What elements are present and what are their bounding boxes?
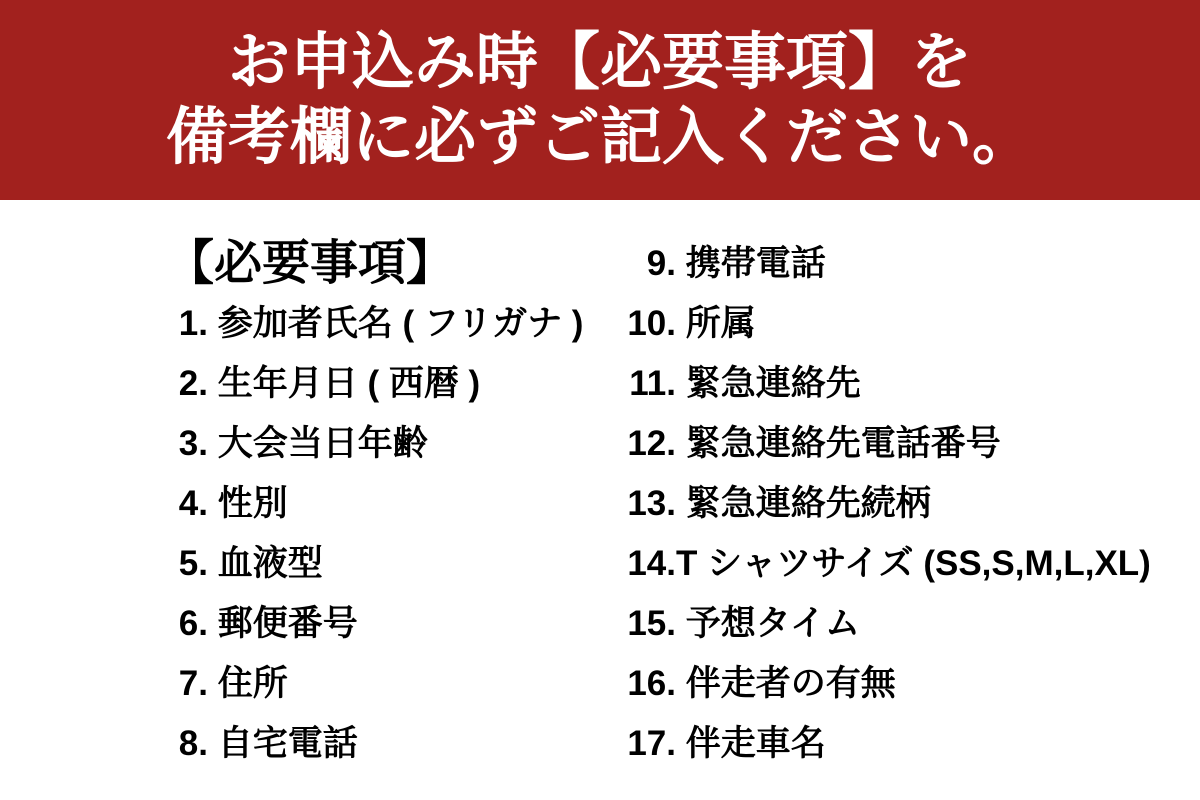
list-item (620, 714, 1200, 774)
item-label: 性別 (208, 484, 288, 523)
right-item-list (620, 234, 1200, 774)
header-line-2: 備考欄に必ずご記入ください。 (165, 103, 1034, 172)
item-label: 予想タイム (676, 604, 861, 643)
section-heading: 【必要事項】 (166, 237, 455, 290)
list-item (166, 474, 620, 534)
list-item (166, 414, 620, 474)
left-column (166, 234, 620, 774)
list-item (166, 654, 620, 714)
item-label: 生年月日 ( 西暦 ) (208, 364, 481, 403)
item-number: 17. (627, 724, 676, 763)
item-label: 緊急連絡先 (676, 364, 861, 403)
item-label: 自宅電話 (208, 724, 358, 763)
item-label: 所属 (676, 304, 756, 343)
item-number: 16. (627, 664, 676, 703)
item-number: 11. (629, 364, 676, 403)
item-number: 6. (178, 604, 208, 643)
item-number: 2. (178, 364, 208, 403)
list-item (620, 294, 1200, 354)
required-items-section (0, 200, 1200, 774)
item-number: 13. (627, 484, 676, 523)
item-label: 大会当日年齢 (208, 424, 428, 463)
item-label: 緊急連絡先電話番号 (676, 424, 1001, 463)
item-label: T シャツサイズ (SS,S,M,L,XL) (676, 544, 1151, 583)
item-number: 9. (646, 244, 676, 283)
list-item (166, 294, 620, 354)
item-number: 4. (178, 484, 208, 523)
right-column (620, 234, 1200, 774)
item-number: 1. (178, 304, 208, 343)
item-number: 14. (627, 544, 676, 583)
list-item (620, 534, 1200, 594)
list-item (620, 414, 1200, 474)
item-number: 15. (627, 604, 676, 643)
list-item (620, 594, 1200, 654)
header-line-1: お申込み時【必要事項】を (227, 28, 972, 97)
list-item (620, 654, 1200, 714)
item-number: 10. (627, 304, 676, 343)
list-item (166, 534, 620, 594)
list-item (166, 594, 620, 654)
item-label: 血液型 (208, 544, 323, 583)
header-band (0, 0, 1200, 200)
left-item-list (166, 294, 620, 774)
list-item (166, 714, 620, 774)
list-item (620, 474, 1200, 534)
item-number: 5. (178, 544, 208, 583)
item-label: 伴走者の有無 (676, 664, 896, 703)
item-label: 伴走車名 (676, 724, 826, 763)
list-item (620, 234, 1200, 294)
item-label: 住所 (208, 664, 288, 703)
item-label: 郵便番号 (208, 604, 358, 643)
item-number: 12. (627, 424, 676, 463)
item-number: 3. (178, 424, 208, 463)
list-item (620, 354, 1200, 414)
item-number: 8. (178, 724, 208, 763)
item-label: 緊急連絡先続柄 (676, 484, 931, 523)
list-item (166, 354, 620, 414)
item-number: 7. (178, 664, 208, 703)
item-label: 参加者氏名 ( フリガナ ) (208, 304, 584, 343)
item-label: 携帯電話 (676, 244, 826, 283)
